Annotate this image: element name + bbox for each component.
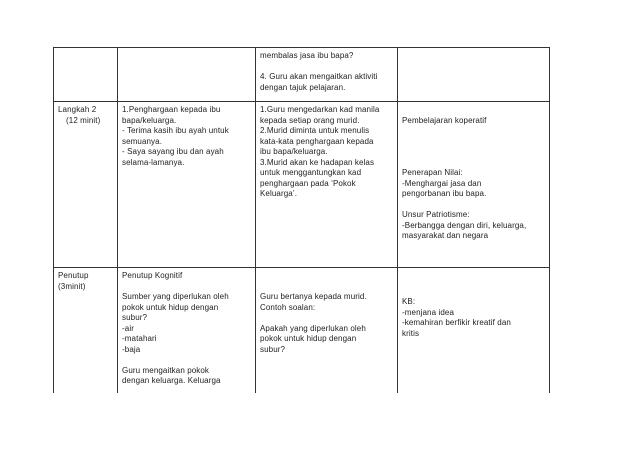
content-text: - Terima kasih ibu ayah untuk bbox=[122, 126, 229, 135]
activity-text: penghargaan pada ‘Pokok bbox=[260, 178, 356, 188]
content-text: - Saya sayang ibu dan ayah bbox=[122, 147, 224, 156]
notes-text: Penerapan Nilai: bbox=[402, 168, 463, 177]
activity-text: 2.Murid diminta untuk menulis bbox=[260, 126, 370, 135]
activity-text: Keluarga’. bbox=[260, 189, 298, 198]
content-text: -matahari bbox=[122, 334, 157, 343]
notes-text: Unsur Patriotisme: bbox=[402, 210, 470, 219]
notes-text: kritis bbox=[402, 328, 420, 338]
notes-text: masyarakat dan negara bbox=[402, 231, 489, 240]
activity-text: 3.Murid akan ke hadapan kelas bbox=[260, 157, 375, 167]
activity-cell bbox=[256, 268, 398, 393]
content-text: Sumber yang diperlukan oleh bbox=[122, 292, 229, 301]
content-text: -air bbox=[122, 323, 134, 333]
activity-cell bbox=[256, 48, 398, 102]
notes-text: -Menghargai jasa dan bbox=[402, 178, 482, 188]
content-text: bapa/keluarga. bbox=[122, 115, 177, 125]
activity-text: ibu bapa/keluarga. bbox=[260, 147, 328, 156]
content-cell bbox=[118, 102, 256, 268]
table-row-langkah-2 bbox=[54, 102, 550, 268]
activity-text: Apakah yang diperlukan oleh bbox=[260, 323, 366, 333]
activity-text: pokok untuk hidup dengan bbox=[260, 334, 357, 343]
notes-cell bbox=[398, 48, 550, 102]
content-text: dengan keluarga. Keluarga bbox=[122, 376, 221, 385]
content-text: Penutup Kognitif bbox=[122, 271, 183, 280]
activity-text: kepada setiap orang murid. bbox=[260, 115, 360, 125]
activity-text: dengan tajuk pelajaran. bbox=[260, 82, 346, 92]
activity-text: subur? bbox=[260, 344, 286, 354]
stage-label: Langkah 2 bbox=[58, 105, 97, 114]
stage-cell bbox=[54, 48, 118, 102]
lesson-plan-table bbox=[53, 47, 550, 393]
table-row-penutup bbox=[54, 268, 550, 393]
content-cell bbox=[118, 268, 256, 393]
activity-text: Contoh soalan: bbox=[260, 302, 316, 312]
notes-text: -menjana idea bbox=[402, 307, 454, 317]
activity-text: 4. Guru akan mengaitkan aktiviti bbox=[260, 72, 378, 81]
activity-text: Guru bertanya kepada murid. bbox=[260, 292, 367, 301]
content-text: subur? bbox=[122, 313, 148, 322]
notes-cell bbox=[398, 268, 550, 393]
notes-text: -kemahiran berfikir kreatif dan bbox=[402, 318, 511, 327]
activity-text: membalas jasa ibu bapa? bbox=[260, 51, 354, 60]
activity-text: kata-kata penghargaan kepada bbox=[260, 136, 374, 146]
stage-label: Penutup bbox=[58, 271, 89, 280]
activity-cell bbox=[256, 102, 398, 268]
content-text: 1.Penghargaan kepada ibu bbox=[122, 105, 221, 114]
content-text: Guru mengaitkan pokok bbox=[122, 365, 210, 375]
activity-text: 1.Guru mengedarkan kad manila bbox=[260, 105, 380, 114]
content-text: -baja bbox=[122, 344, 141, 354]
content-text: pokok untuk hidup dengan bbox=[122, 302, 219, 312]
content-text: semuanya. bbox=[122, 136, 163, 146]
notes-text: pengorbanan ibu bapa. bbox=[402, 189, 487, 198]
content-text: selama-lamanya. bbox=[122, 157, 185, 167]
stage-duration: (3minit) bbox=[58, 281, 86, 291]
stage-duration: (12 minit) bbox=[66, 115, 101, 125]
notes-text: -Berbangga dengan diri, keluarga, bbox=[402, 220, 527, 230]
notes-text: KB: bbox=[402, 297, 416, 306]
table-row-continuation bbox=[54, 48, 550, 102]
notes-cell bbox=[398, 102, 550, 268]
activity-text: untuk menggantungkan kad bbox=[260, 168, 362, 177]
stage-cell bbox=[54, 268, 118, 393]
notes-text: Pembelajaran koperatif bbox=[402, 115, 487, 125]
stage-cell bbox=[54, 102, 118, 268]
content-cell bbox=[118, 48, 256, 102]
